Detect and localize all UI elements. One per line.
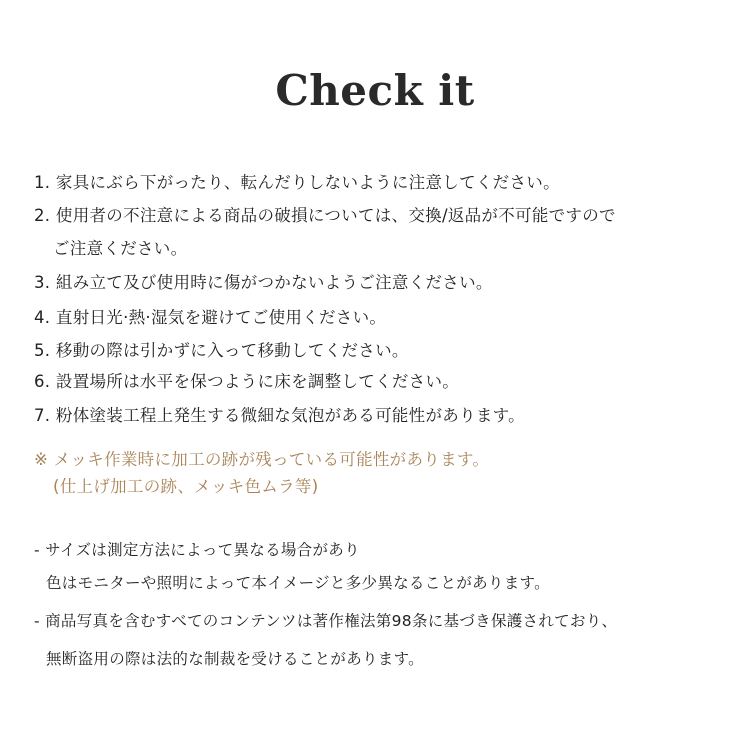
page-title: Check it [275,66,475,115]
disclaimer-copyright-continued: 無断盗用の際は法的な制裁を受けることがあります。 [46,650,424,668]
list-item-1: 1. 家具にぶら下がったり、転んだりしないように注意してください。 [34,173,560,192]
plating-note-detail: (仕上げ加工の跡、メッキ色ムラ等) [53,477,319,496]
disclaimer-copyright: - 商品写真を含むすべてのコンテンツは著作権法第98条に基づき保護されており、 [34,612,618,630]
list-item-7: 7. 粉体塗装工程上発生する微細な気泡がある可能性があります。 [34,406,525,425]
plating-note: ※ メッキ作業時に加工の跡が残っている可能性があります。 [34,450,490,469]
list-item-3: 3. 組み立て及び使用時に傷がつかないようご注意ください。 [34,273,493,292]
list-item-6: 6. 設置場所は水平を保つように床を調整してください。 [34,372,460,391]
disclaimer-size-continued: 色はモニターや照明によって本イメージと多少異なることがあります。 [46,574,550,592]
disclaimer-size: - サイズは測定方法によって異なる場合があり [34,541,360,559]
list-item-5: 5. 移動の際は引かずに入って移動してください。 [34,341,409,360]
list-item-2: 2. 使用者の不注意による商品の破損については、交換/返品が不可能ですので [34,206,616,225]
list-item-2-continued: ご注意ください。 [53,239,188,258]
list-item-4: 4. 直射日光·熱·湿気を避けてご使用ください。 [34,308,387,327]
